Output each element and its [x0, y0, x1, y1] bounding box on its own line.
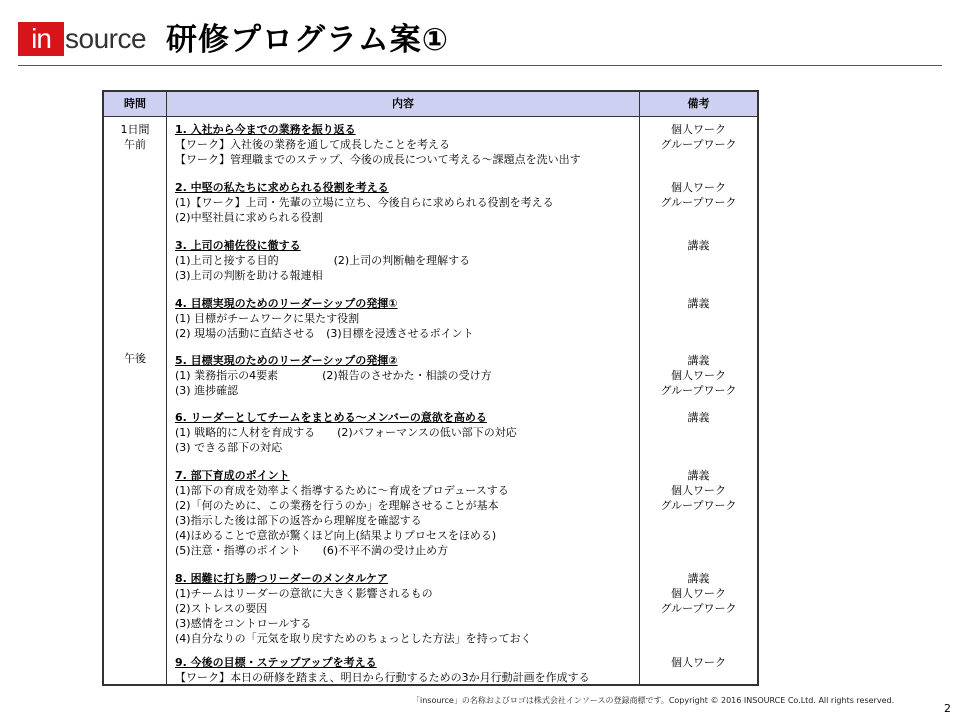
section-title: 7. 部下育成のポイント	[175, 469, 290, 482]
page-number: 2	[944, 702, 951, 715]
section-line: (4)自分なりの「元気を取り戻すためのちょっとした方法」を持っておく	[175, 632, 532, 645]
section-note: グループワーク	[660, 138, 737, 151]
section-note: 講義	[687, 469, 710, 482]
header-note: 備考	[687, 97, 710, 110]
section-note: 個人ワーク	[671, 656, 726, 669]
time-label-day: 1日間	[120, 123, 150, 136]
table-header	[104, 92, 757, 117]
header-time: 時間	[104, 92, 167, 116]
section-line: 【ワーク】管理職までのステップ、今後の成長について考える～課題点を洗い出す	[175, 153, 581, 166]
section-note: 個人ワーク	[671, 484, 726, 497]
section-line: (5)注意・指導のポイント (6)不平不満の受け止め方	[175, 544, 449, 557]
section-title: 1. 入社から今までの業務を振り返る	[175, 123, 356, 136]
column-divider	[166, 116, 167, 684]
section-note: グループワーク	[660, 499, 737, 512]
section-note: 個人ワーク	[671, 181, 726, 194]
section-note: 個人ワーク	[671, 123, 726, 136]
time-label-morning: 午前	[124, 138, 146, 151]
section-title: 2. 中堅の私たちに求められる役割を考える	[175, 181, 389, 194]
section-line: (3) できる部下の対応	[175, 441, 283, 454]
section-line: 【ワーク】入社後の業務を通して成長したことを考える	[175, 138, 450, 151]
section-note: 講義	[687, 411, 710, 424]
section-note: 講義	[687, 297, 710, 310]
section-line: (1) 目標がチームワークに果たす役割	[175, 312, 360, 325]
section-note: グループワーク	[660, 602, 737, 615]
section-line: (3)指示した後は部下の返答から理解度を確認する	[175, 514, 422, 527]
section-note: グループワーク	[660, 196, 737, 209]
section-line: (1) 戦略的に人材を育成する (2)パフォーマンスの低い部下の対応	[175, 426, 517, 439]
trademark-notice: 「insource」の名称およびロゴは株式会社インソースの登録商標です。Copyright © 2016 INSOURCE Co.Ltd. All rights reserved.	[412, 696, 895, 705]
section-line: (1) 業務指示の4要素 (2)報告のさせかた・相談の受け方	[175, 369, 492, 382]
section-note: 講義	[687, 354, 710, 367]
section-title: 3. 上司の補佐役に徹する	[175, 239, 301, 252]
section-line: (3)感情をコントロールする	[175, 617, 312, 630]
section-note: 個人ワーク	[671, 369, 726, 382]
section-line: (2)ストレスの要因	[175, 602, 268, 615]
section-title: 5. 目標実現のためのリーダーシップの発揮②	[175, 354, 398, 367]
section-note: 講義	[687, 572, 710, 585]
section-note: 講義	[687, 239, 710, 252]
section-title: 6. リーダーとしてチームをまとめる～メンバーの意欲を高める	[175, 411, 487, 424]
program-table	[102, 90, 759, 686]
section-line: (2) 現場の活動に直結させる (3)目標を浸透させるポイント	[175, 327, 474, 340]
section-line: (1)部下の育成を効率よく指導するために～育成をプロデュースする	[175, 484, 509, 497]
section-line: (1)上司と接する目的 (2)上司の判断軸を理解する	[175, 254, 471, 267]
section-line: 【ワーク】本日の研修を踏まえ、明日から行動するための3か月行動計画を作成する	[175, 671, 590, 684]
section-line: (4)ほめることで意欲が驚くほど向上(結果よりプロセスをほめる)	[175, 529, 497, 542]
title-divider	[18, 65, 942, 66]
logo-text: source	[65, 23, 147, 54]
section-note: グループワーク	[660, 384, 737, 397]
section-line: (1)チームはリーダーの意欲に大きく影響されるもの	[175, 587, 433, 600]
header-content: 内容	[167, 92, 640, 116]
section-title: 8. 困難に打ち勝つリーダーのメンタルケア	[175, 572, 389, 585]
time-label-afternoon: 午後	[124, 352, 146, 365]
logo-box: in	[18, 22, 64, 56]
section-line: (2)「何のために、この業務を行うのか」を理解させることが基本	[175, 499, 499, 512]
section-line: (3) 進捗確認	[175, 384, 239, 397]
page-title: 研修プログラム案①	[166, 22, 449, 58]
section-title: 4. 目標実現のためのリーダーシップの発揮①	[175, 297, 398, 310]
section-line: (3)上司の判断を助ける報連相	[175, 269, 323, 282]
section-line: (2)中堅社員に求められる役割	[175, 211, 323, 224]
section-note: 個人ワーク	[671, 587, 726, 600]
section-line: (1)【ワーク】上司・先輩の立場に立ち、今後自らに求められる役割を考える	[175, 196, 554, 209]
section-title: 9. 今後の目標・ステップアップを考える	[175, 656, 377, 669]
insource-logo	[18, 22, 148, 56]
